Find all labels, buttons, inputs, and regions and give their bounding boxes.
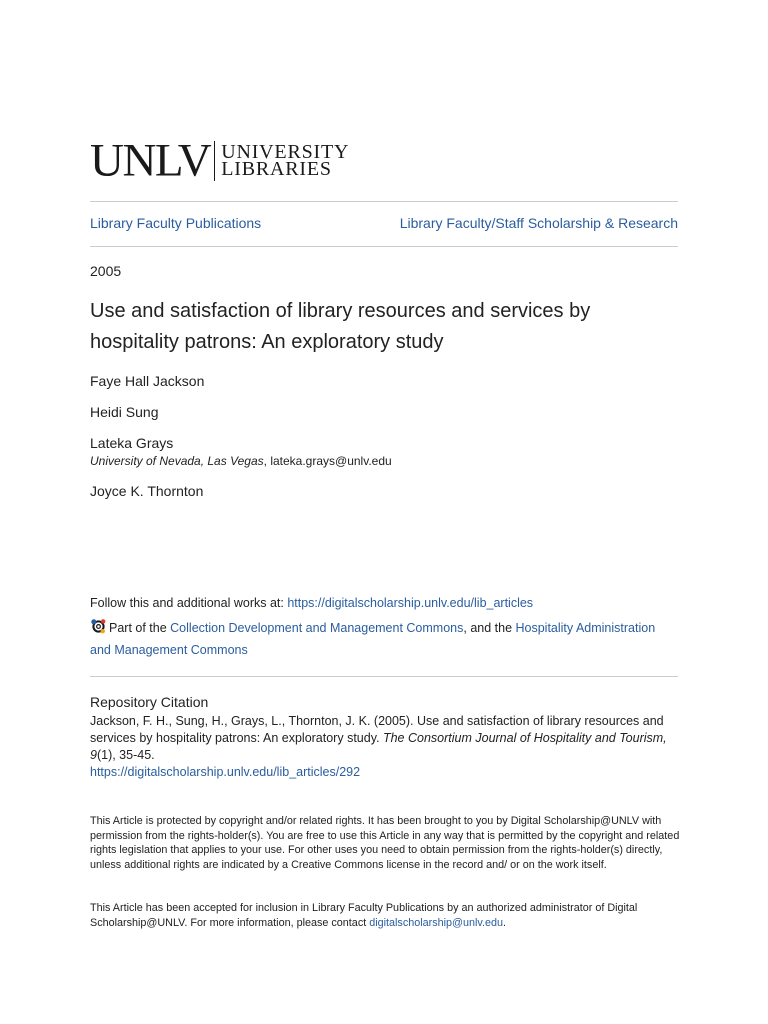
article-title: Use and satisfaction of library resources and services by hospitality patrons: An exploratory study (90, 300, 591, 353)
citation-volume: 9 (90, 748, 97, 762)
logo-wordmark: UNLV (90, 135, 211, 187)
affiliation-institution: University of Nevada, Las Vegas (90, 454, 264, 468)
faculty-staff-scholarship-link[interactable]: Library Faculty/Staff Scholarship & Research (399, 215, 678, 231)
author-name: Lateka Grays (90, 435, 174, 451)
hospitality-administration-commons-link[interactable]: Hospitality Administration and Management Commons (90, 621, 656, 657)
author-item (90, 372, 678, 390)
author-name: Faye Hall Jackson (90, 373, 205, 389)
divider-nav (90, 246, 678, 247)
author-affiliation: University of Nevada, Las Vegas, lateka.grays@unlv.edu (90, 454, 392, 468)
lib-articles-link[interactable]: https://digitalscholarship.unlv.edu/lib_articles (287, 596, 534, 610)
follow-prefix: Follow this and additional works at: (90, 596, 288, 610)
inclusion-text: This Article has been accepted for inclusion in Library Faculty Publications by an authorized administrator of Digital Scholarship@UNLV. For more information, please contact (90, 902, 638, 929)
divider-top (90, 201, 678, 202)
divider-citation (90, 676, 678, 677)
publication-year: 2005 (90, 263, 122, 279)
collection-development-commons-link[interactable]: Collection Development and Management Commons (170, 621, 464, 635)
logo-line-1: UNIVERSITY (221, 141, 350, 163)
commons-network-icon (90, 618, 107, 635)
logo-divider (214, 141, 215, 181)
author-name: Heidi Sung (90, 404, 159, 420)
repository-citation-heading: Repository Citation (90, 694, 209, 710)
copyright-notice: This Article is protected by copyright and/or related rights. It has been brought to you by Digital Scholarship@UNLV with permission from the rights-holder(s). You are free to use this Article in any way that is permitted by the copyright and related rights legislation that applies to your use. For other uses you need to obtain permission from the rights-holder(s) directly, unless additional rights are indicated by a Creative Commons license in the record and/ or on the work itself. (90, 815, 680, 871)
citation-body: Jackson, F. H., Sung, H., Grays, L., Thornton, J. K. (2005). Use and satisfaction of library resources and services by hospitality patrons: An exploratory study. (90, 714, 664, 745)
library-faculty-publications-link[interactable]: Library Faculty Publications (90, 215, 262, 231)
inclusion-end: . (503, 916, 507, 929)
author-item (90, 434, 678, 469)
citation-issue-pages: (1), 35-45. (96, 748, 155, 762)
contact-email-link[interactable]: digitalscholarship@unlv.edu (369, 916, 504, 929)
citation-url-link[interactable]: https://digitalscholarship.unlv.edu/lib_articles/292 (90, 765, 361, 779)
logo-line-2: LIBRARIES (221, 158, 332, 180)
collection-nav (90, 214, 678, 232)
citation-text (90, 713, 680, 781)
author-email: lateka.grays@unlv.edu (270, 454, 392, 468)
unlv-libraries-logo (90, 135, 350, 187)
inclusion-notice (90, 901, 680, 930)
part-of-middle: , and the (463, 621, 516, 635)
follow-line (90, 594, 678, 612)
part-of-commons (90, 618, 678, 661)
author-item (90, 403, 678, 421)
citation-journal: The Consortium Journal of Hospitality and Tourism, (382, 731, 667, 745)
part-of-prefix: Part of the (109, 621, 171, 635)
author-list (90, 372, 678, 513)
author-name: Joyce K. Thornton (90, 483, 204, 499)
logo-subtitle (221, 141, 350, 180)
author-item (90, 482, 678, 500)
